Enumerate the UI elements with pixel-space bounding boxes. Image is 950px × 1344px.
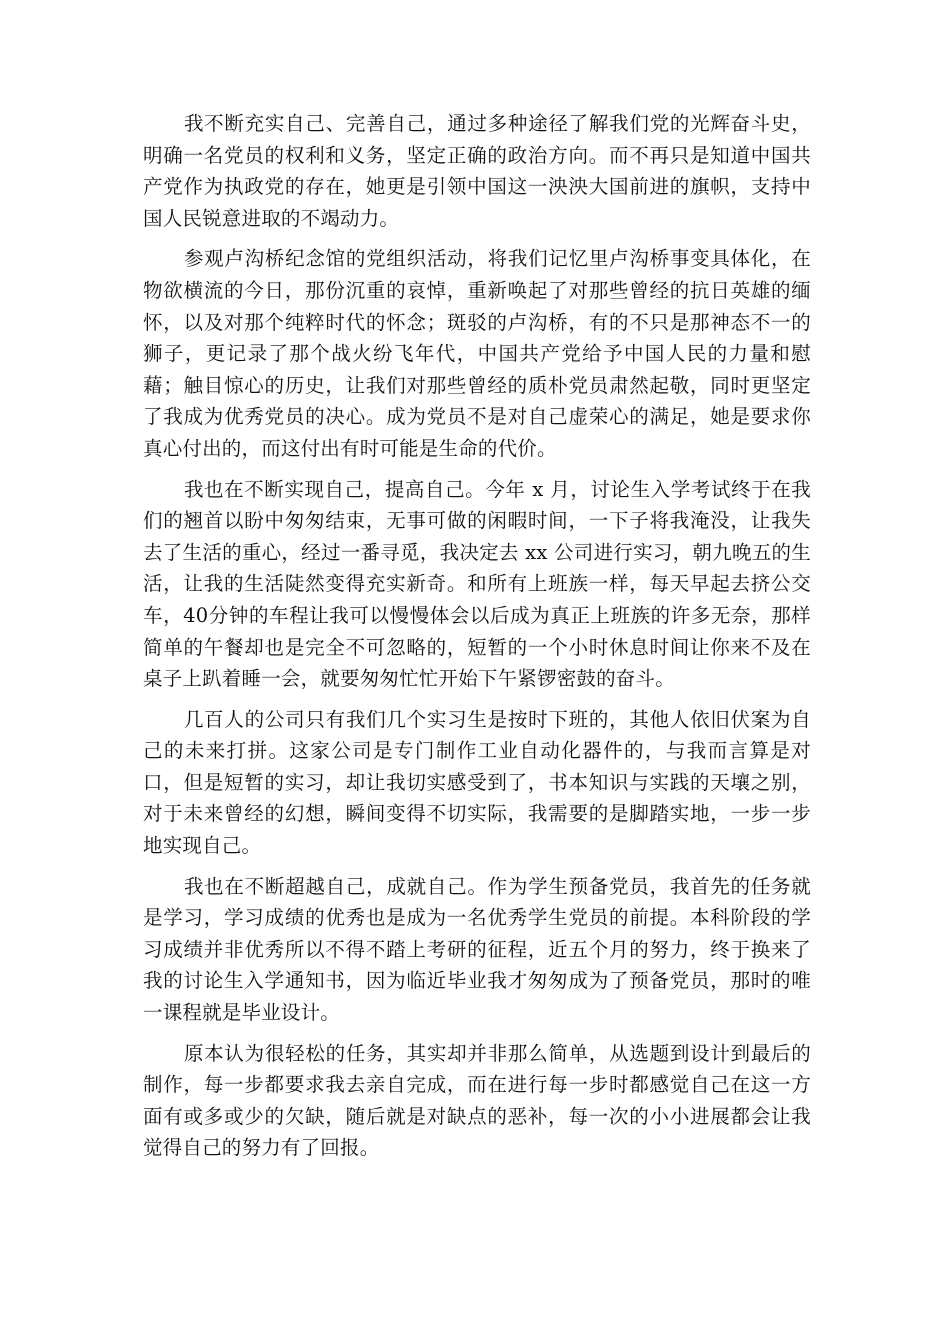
paragraph-2: 参观卢沟桥纪念馆的党组织活动，将我们记忆里卢沟桥事变具体化，在物欲横流的今日，那份沉重的哀悼，重新唤起了对那些曾经的抗日英雄的缅怀，以及对那个纯粹时代的怀念；斑驳的卢沟桥，有的不只是那神态不一的狮子，更记录了那个战火纷飞年代，中国共产党给予中国人民的力量和慰藉；触目惊心的历史，让我们对那些曾经的质朴党员肃然起敬，同时更坚定了我成为优秀党员的决心。成为党员不是对自己虚荣心的满足，她是要求你真心付出的，而这付出有时可能是生命的代价。 — [143, 247, 811, 460]
paragraph-6: 原本认为很轻松的任务，其实却并非那么简单，从选题到设计到最后的制作，每一步都要求我去亲自完成，而在进行每一步时都感觉自己在这一方面有或多或少的欠缺，随后就是对缺点的恶补，每一次的小小进展都会让我觉得自己的努力有了回报。 — [143, 1041, 811, 1160]
paragraph-3: 我也在不断实现自己，提高自己。今年 x 月，讨论生入学考试终于在我们的翘首以盼中匆匆结束，无事可做的闲暇时间，一下子将我淹没，让我失去了生活的重心，经过一番寻觅，我决定去 xx 公司进行实习，朝九晚五的生活，让我的生活陡然变得充实新奇。和所有上班族一样，每天早起去挤公交车，40分钟的车程让我可以慢慢体会以后成为真正上班族的许多无奈，那样简单的午餐却也是完全不可忽略的，短暂的一个小时休息时间让你来不及在桌子上趴着睡一会，就要匆匆忙忙开始下午紧锣密鼓的奋斗。 — [143, 477, 811, 691]
paragraph-5: 我也在不断超越自己，成就自己。作为学生预备党员，我首先的任务就是学习，学习成绩的优秀也是成为一名优秀学生党员的前提。本科阶段的学习成绩并非优秀所以不得不踏上考研的征程，近五个月的努力，终于换来了我的讨论生入学通知书，因为临近毕业我才匆匆成为了预备党员，那时的唯一课程就是毕业设计。 — [143, 874, 811, 1025]
document-page — [143, 108, 811, 1173]
paragraph-4: 几百人的公司只有我们几个实习生是按时下班的，其他人依旧伏案为自己的未来打拼。这家公司是专门制作工业自动化器件的，与我而言算是对口，但是短暂的实习，却让我切实感受到了，书本知识与实践的天壤之别，对于未来曾经的幻想，瞬间变得不切实际，我需要的是脚踏实地，一步一步地实现自己。 — [143, 707, 811, 858]
paragraph-1: 我不断充实自己、完善自己，通过多种途径了解我们党的光辉奋斗史，明确一名党员的权利和义务，坚定正确的政治方向。而不再只是知道中国共产党作为执政党的存在，她更是引领中国这一泱泱大国前进的旗帜，支持中国人民锐意进取的不竭动力。 — [143, 112, 811, 230]
